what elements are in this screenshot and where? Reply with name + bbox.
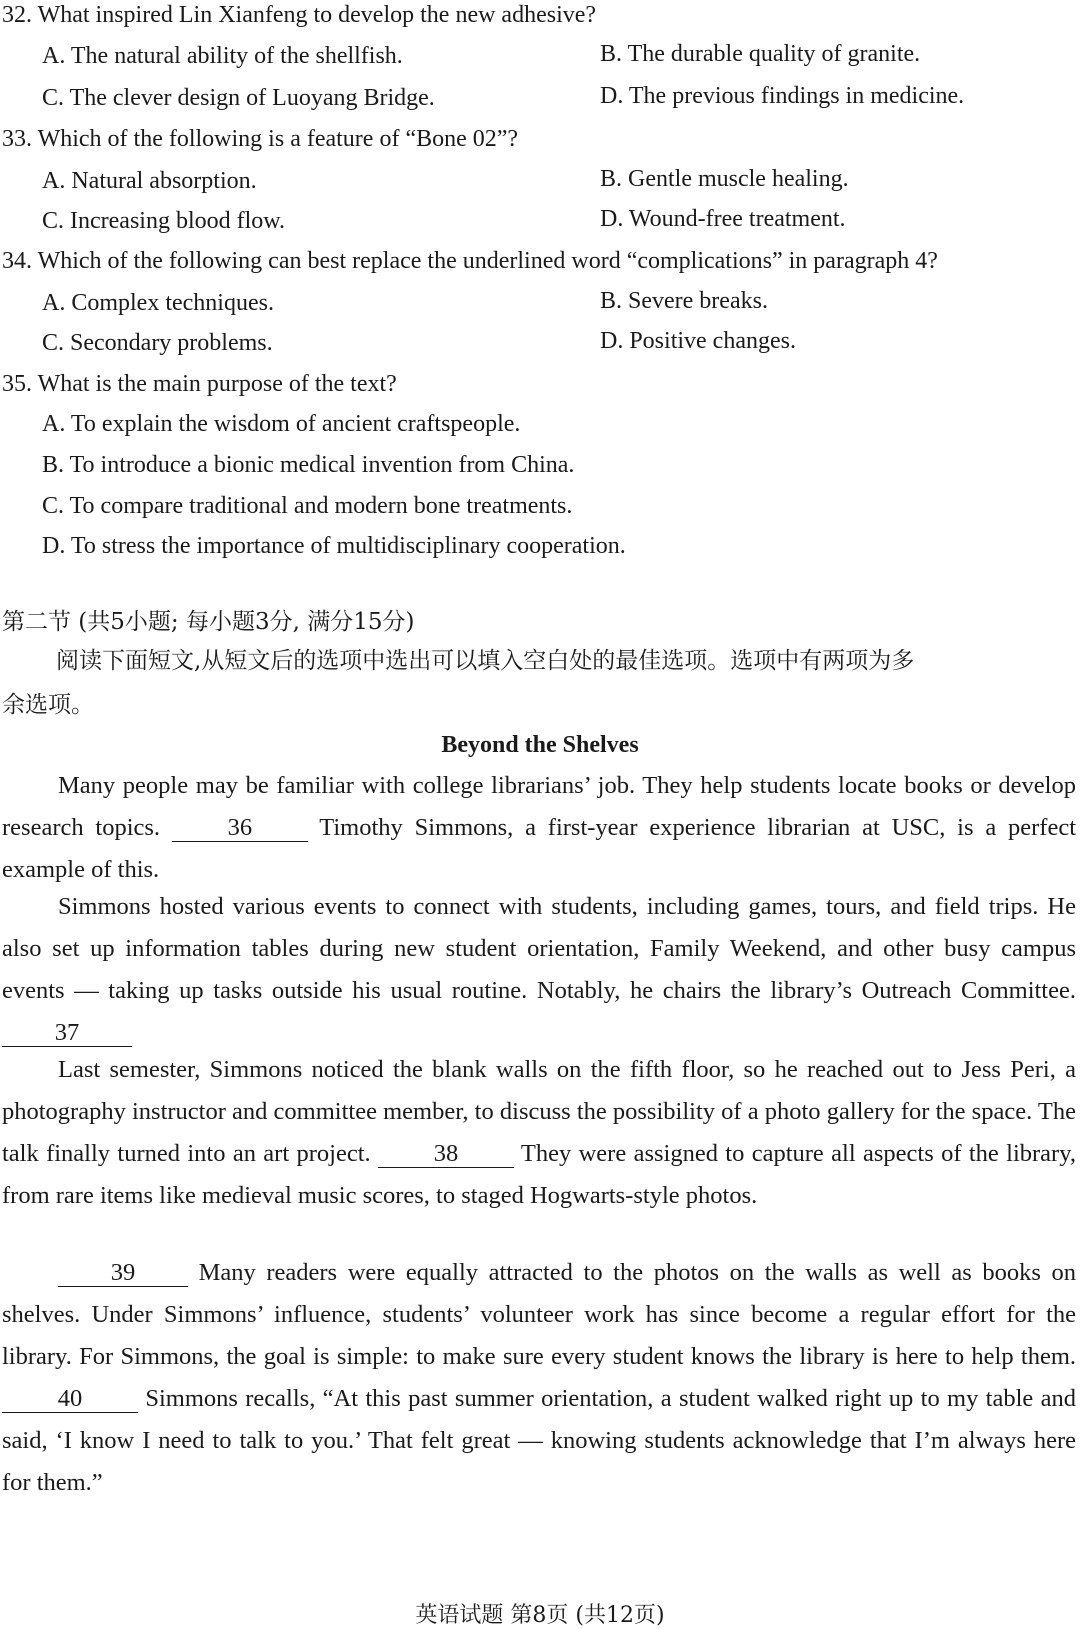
paragraph-1-text-before: Many people may be familiar with college librarians’ job. They help students locate books or develop research topics. [2, 772, 1076, 841]
question-34-stem: 34. Which of the following can best replace the underlined word “complications” in paragraph 4? [2, 248, 938, 274]
paragraph-3-text-after: They were assigned to capture all aspects of the library, from rare items like medieval music scores, to staged Hogwarts-style photos. [2, 1140, 1076, 1209]
question-35-option-a: A. To explain the wisdom of ancient craftspeople. [42, 411, 521, 437]
paragraph-1-text-after: Timothy Simmons, a first-year experience librarian at USC, is a perfect example of this. [2, 814, 1077, 883]
blank-39: 39 [58, 1260, 188, 1287]
blank-36: 36 [172, 815, 308, 842]
question-35-option-b: B. To introduce a bionic medical invention from China. [42, 452, 575, 478]
passage-title: Beyond the Shelves [441, 732, 639, 758]
question-35-stem: 35. What is the main purpose of the text? [2, 371, 397, 397]
blank-38: 38 [378, 1141, 514, 1168]
section-instruction-line-1: 阅读下面短文,从短文后的选项中选出可以填入空白处的最佳选项。选项中有两项为多 [56, 648, 915, 674]
paragraph-4-text-middle: Many readers were equally attracted to the photos on the walls as well as books on shelves. Under Simmons’ influence, students’ volunteer work has since become a regular effort for the library. For Simmons, the goal is simple: to make sure every student knows the library is here to help them. [2, 1259, 1077, 1370]
section-heading: 第二节 (共5小题; 每小题3分, 满分15分) [2, 609, 415, 635]
paragraph-2-text: Simmons hosted various events to connect with students, including games, tours, and field trips. He also set up information tables during new student orientation, Family Weekend, and other busy campus events — taking up tasks outside his usual routine. Notably, he chairs the library’s Outreach Committee. [2, 893, 1076, 1004]
question-34-option-b: B. Severe breaks. [600, 288, 768, 314]
question-35-option-c: C. To compare traditional and modern bone treatments. [42, 493, 573, 519]
question-32-option-d: D. The previous findings in medicine. [600, 83, 965, 109]
question-33-option-b: B. Gentle muscle healing. [600, 166, 849, 192]
question-35-option-d: D. To stress the importance of multidisciplinary cooperation. [42, 533, 626, 559]
question-32-option-c: C. The clever design of Luoyang Bridge. [42, 85, 435, 111]
question-33-option-a: A. Natural absorption. [42, 168, 257, 194]
question-32-option-b: B. The durable quality of granite. [600, 41, 921, 67]
blank-37: 37 [2, 1020, 132, 1047]
question-33-stem: 33. Which of the following is a feature of “Bone 02”? [2, 126, 519, 152]
passage-paragraph-2 [2, 886, 1076, 1054]
paragraph-3-text-before: Last semester, Simmons noticed the blank walls on the fifth floor, so he reached out to Jess Peri, a photography instructor and committee member, to discuss the possibility of a photo gallery for the space. The talk finally turned into an art project. [2, 1056, 1076, 1167]
section-instruction-line-2: 余选项。 [2, 692, 94, 718]
question-33-option-c: C. Increasing blood flow. [42, 208, 286, 234]
passage-paragraph-4 [2, 1252, 1076, 1504]
passage-paragraph-1 [2, 765, 1076, 891]
question-34-option-c: C. Secondary problems. [42, 330, 273, 356]
blank-40: 40 [2, 1386, 138, 1413]
page-footer: 英语试题 第8页 (共12页) [415, 1603, 665, 1628]
passage-paragraph-3 [2, 1049, 1076, 1217]
question-34-option-d: D. Positive changes. [600, 328, 796, 354]
question-32-stem: 32. What inspired Lin Xianfeng to develop the new adhesive? [2, 2, 597, 28]
paragraph-4-text-after: Simmons recalls, “At this past summer orientation, a student walked right up to my table and said, ‘I know I need to talk to you.’ That felt great — knowing students acknowledge that I’m always here for them.” [2, 1385, 1076, 1496]
question-33-option-d: D. Wound-free treatment. [600, 206, 846, 232]
question-32-option-a: A. The natural ability of the shellfish. [42, 43, 403, 69]
question-34-option-a: A. Complex techniques. [42, 290, 274, 316]
